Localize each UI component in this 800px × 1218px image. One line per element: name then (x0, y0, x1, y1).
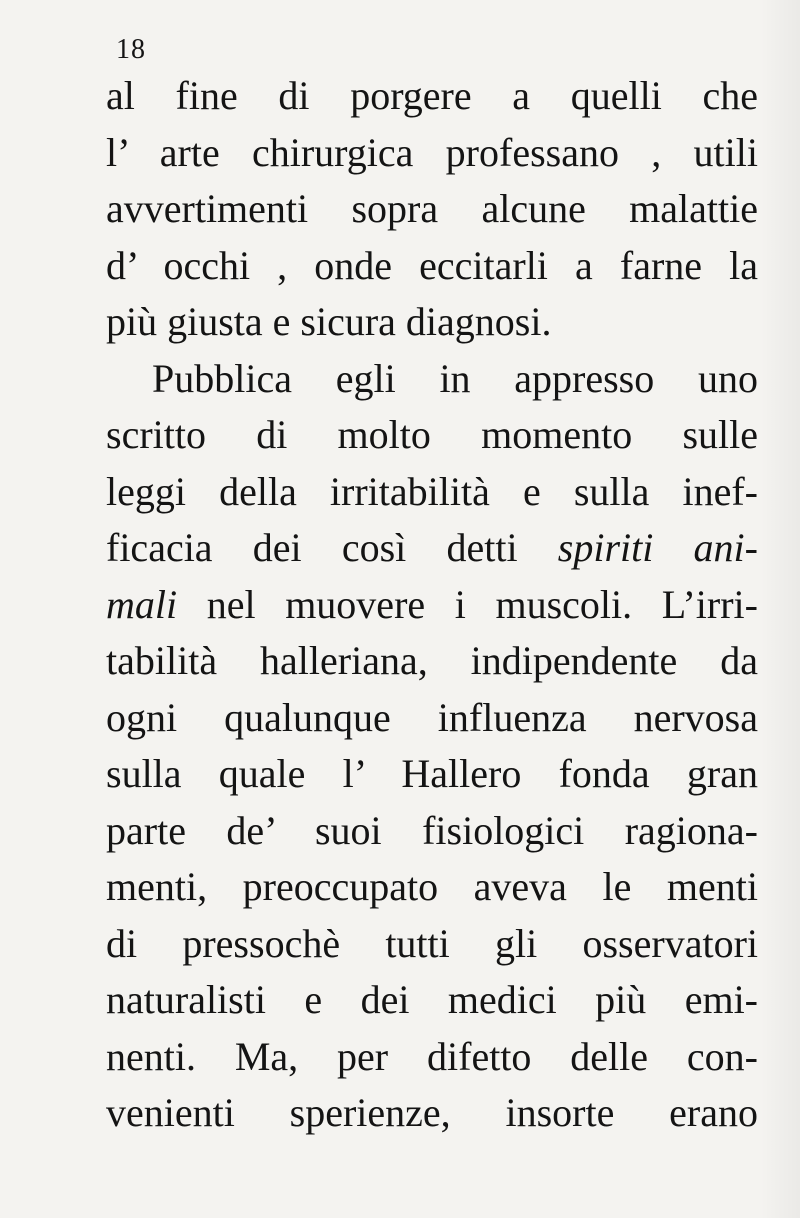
text-segment: naturalisti e dei medici più emi- (106, 977, 758, 1022)
text-segment: ogni qualunque influenza nervosa (106, 694, 758, 740)
text-segment: d’ occhi , onde eccitarli a farne la (106, 242, 758, 288)
italic-text-segment: spiriti ani- (557, 525, 758, 570)
text-line (106, 1085, 758, 1142)
text-segment: nel muovere i muscoli. L’irri- (177, 581, 758, 627)
page-number: 18 (116, 34, 146, 65)
text-segment: scritto di molto momento sulle (106, 412, 758, 457)
text-line (106, 407, 758, 464)
text-line (106, 859, 758, 916)
body-text (106, 68, 758, 1142)
text-line (106, 68, 758, 125)
text-segment: al fine di porgere a quelli che (106, 73, 758, 118)
text-line (106, 1029, 758, 1086)
text-line (106, 690, 758, 747)
text-segment: Pubblica egli in appresso uno (152, 355, 758, 401)
text-line (106, 125, 758, 182)
text-line (106, 746, 758, 803)
text-segment: parte de’ suoi fisiologici ragiona- (106, 807, 758, 853)
text-line (106, 577, 758, 634)
text-line (106, 238, 758, 295)
text-line (106, 633, 758, 690)
text-segment: menti, preoccupato aveva le menti (106, 864, 758, 909)
text-segment: tabilità halleriana, indipendente da (106, 638, 758, 683)
text-line (106, 181, 758, 238)
text-segment: nenti. Ma, per difetto delle con- (106, 1033, 758, 1079)
text-segment: l’ arte chirurgica professano , utili (106, 129, 758, 175)
text-segment: più giusta e sicura diagnosi. (106, 299, 552, 344)
text-line (106, 520, 758, 577)
text-line (106, 803, 758, 860)
text-segment: leggi della irritabilità e sulla inef- (106, 468, 758, 514)
text-segment: ficacia dei così detti (106, 525, 558, 570)
text-line (106, 464, 758, 521)
text-segment: di pressochè tutti gli osservatori (106, 920, 758, 966)
text-line (106, 972, 758, 1029)
page-edge-shadow (760, 0, 800, 1218)
italic-text-segment: mali (106, 581, 178, 627)
text-segment: venienti sperienze, insorte erano (106, 1090, 758, 1135)
paragraph-start-line (106, 351, 758, 408)
text-line (106, 294, 758, 351)
text-segment: sulla quale l’ Hallero fonda gran (106, 751, 758, 796)
text-segment: avvertimenti sopra alcune malattie (106, 186, 758, 231)
text-line (106, 916, 758, 973)
